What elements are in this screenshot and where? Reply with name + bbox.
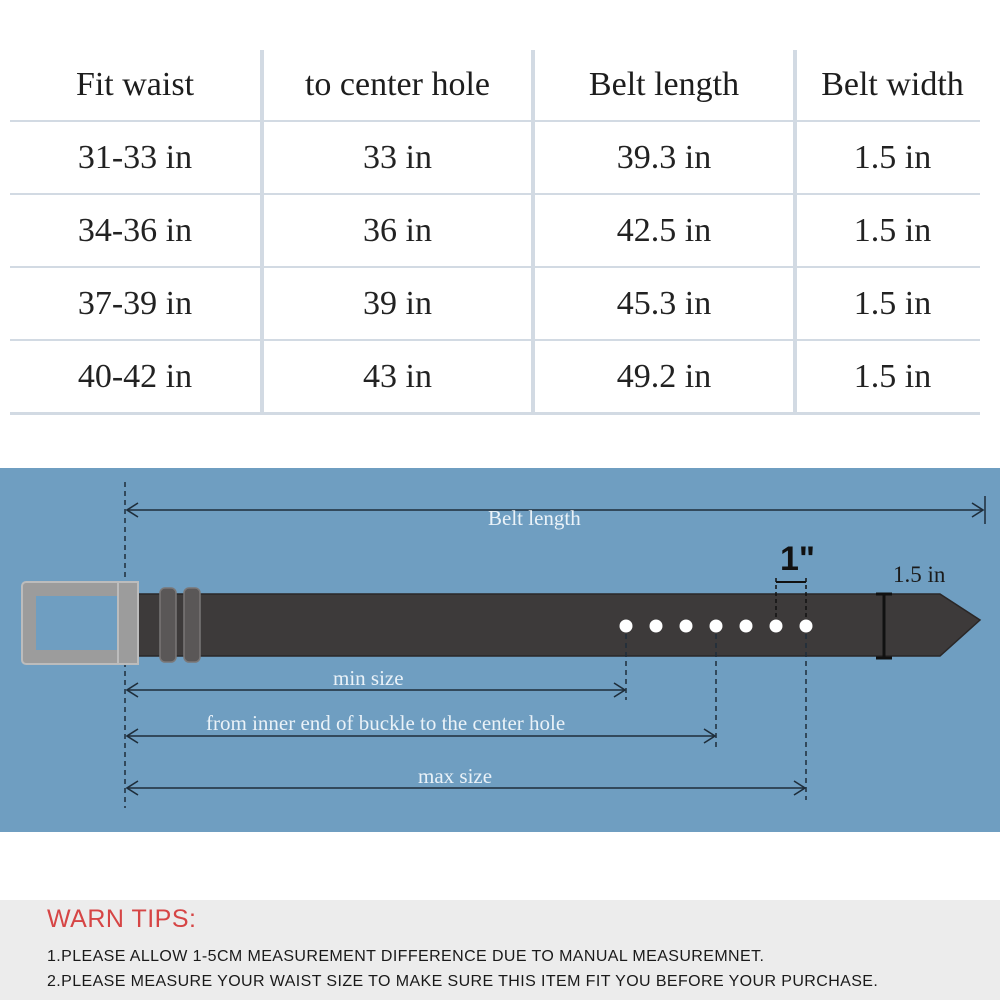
warn-tip-item: 1.PLEASE ALLOW 1-5CM MEASUREMENT DIFFERENCE DUE TO MANUAL MEASUREMNET. [47, 948, 765, 965]
belt-hole [710, 620, 723, 633]
table-cell: 33 in [264, 122, 531, 193]
table-cell: 1.5 in [797, 122, 988, 193]
header-fit-waist: Fit waist [10, 50, 260, 120]
belt-hole [620, 620, 633, 633]
table-cell: 34-36 in [10, 195, 260, 266]
header-belt-width: Belt width [797, 50, 988, 120]
belt-hole [740, 620, 753, 633]
table-cell: 1.5 in [797, 195, 988, 266]
header-belt-length: Belt length [535, 50, 793, 120]
table-cell: 1.5 in [797, 341, 988, 412]
table-cell: 37-39 in [10, 268, 260, 339]
table-cell: 39.3 in [535, 122, 793, 193]
size-table [10, 50, 980, 415]
belt-keeper [160, 588, 176, 662]
min-size-label: min size [333, 666, 404, 690]
table-cell: 49.2 in [535, 341, 793, 412]
belt-hole [770, 620, 783, 633]
warn-tip-item: 2.PLEASE MEASURE YOUR WAIST SIZE TO MAKE SURE THIS ITEM FIT YOU BEFORE YOUR PURCHASE. [47, 973, 879, 990]
warn-tips [0, 900, 1000, 1000]
table-cell: 1.5 in [797, 268, 988, 339]
max-size-label: max size [418, 764, 493, 788]
table-cell: 43 in [264, 341, 531, 412]
belt-keeper [184, 588, 200, 662]
table-cell: 31-33 in [10, 122, 260, 193]
center-hole-label: from inner end of buckle to the center hole [206, 711, 566, 735]
hole-spacing-label: 1" [780, 540, 816, 578]
table-cell: 45.3 in [535, 268, 793, 339]
header-to-center-hole: to center hole [264, 50, 531, 120]
table-cell: 42.5 in [535, 195, 793, 266]
belt-hole [650, 620, 663, 633]
buckle-bar [118, 582, 138, 664]
belt-strap [126, 594, 980, 656]
belt-hole [680, 620, 693, 633]
belt-length-label: Belt length [488, 506, 581, 530]
buckle-opening [36, 596, 124, 650]
table-cell: 40-42 in [10, 341, 260, 412]
belt-width-label: 1.5 in [893, 562, 946, 587]
table-cell: 39 in [264, 268, 531, 339]
table-cell: 36 in [264, 195, 531, 266]
warn-tips-title: WARN TIPS: [47, 905, 197, 933]
belt-hole [800, 620, 813, 633]
belt-diagram [0, 468, 1000, 832]
